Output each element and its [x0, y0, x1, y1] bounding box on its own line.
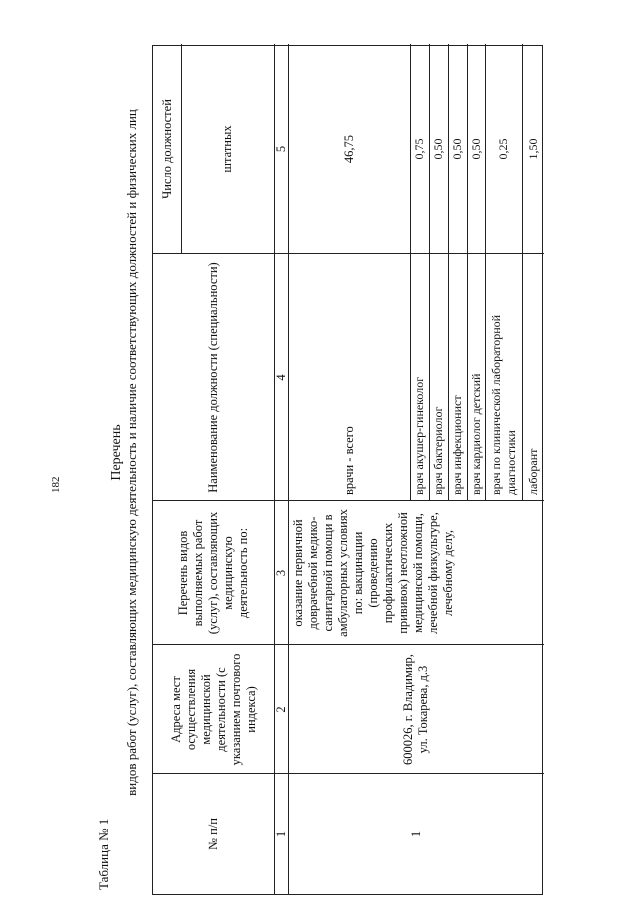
row-address: 600026, г. Владимир, ул. Токарева, д.3	[401, 654, 430, 765]
position-value: 0,75	[412, 138, 426, 160]
total-doctors-value: 46,75	[341, 134, 356, 164]
table-label: Таблица № 1	[96, 818, 111, 890]
header-number: № п/п	[206, 818, 220, 850]
position-value: 0,50	[450, 138, 464, 160]
document-title: Перечень	[109, 424, 124, 481]
total-doctors-label: врачи - всего	[341, 426, 356, 495]
position-value: 0,50	[468, 138, 483, 160]
position-value: 1,50	[525, 138, 540, 160]
header-services: Перечень видов выполняемых работ (услуг), составляющих медицинскую деятельность по:	[176, 511, 250, 635]
position-name: лаборант	[525, 448, 540, 495]
header-positions-count: Число должностей	[159, 99, 174, 199]
position-name: врач по клинической лабораторной диагностики	[488, 314, 518, 495]
header-staff: штатных	[220, 125, 234, 173]
header-address: Адреса мест осуществления медицинской деятельности (с указанием почтового индекса)	[168, 653, 258, 766]
position-name: врач кардиолог детский	[468, 373, 483, 495]
services-table	[152, 45, 543, 895]
row-services: оказание первичной доврачебной медико-санитарной помощи в амбулаторных условиях по: вакцинации (проведению профилактических прививок) неотложной медицинской помощи, лечебной физкультуре, лечебному делу,	[291, 509, 455, 637]
position-name: врач акушер-гинеколог	[412, 376, 426, 495]
header-position: Наименование должности (специальности)	[206, 262, 220, 493]
position-name: врач бактериолог	[431, 406, 445, 495]
page-number: 182	[50, 476, 62, 493]
column-number-4: 4	[273, 374, 288, 381]
position-value: 0,50	[431, 138, 445, 160]
position-value: 0,25	[496, 138, 510, 160]
row-number: 1	[408, 830, 423, 838]
column-number-5: 5	[273, 145, 288, 153]
column-number-2: 2	[273, 706, 288, 713]
position-name: врач инфекционист	[450, 395, 464, 495]
column-number-3: 3	[273, 569, 288, 577]
column-number-1: 1	[273, 830, 288, 838]
document-subtitle: видов работ (услуг), составляющих медицинскую деятельность и наличие соответствующих должностей и физических лиц	[124, 109, 139, 796]
